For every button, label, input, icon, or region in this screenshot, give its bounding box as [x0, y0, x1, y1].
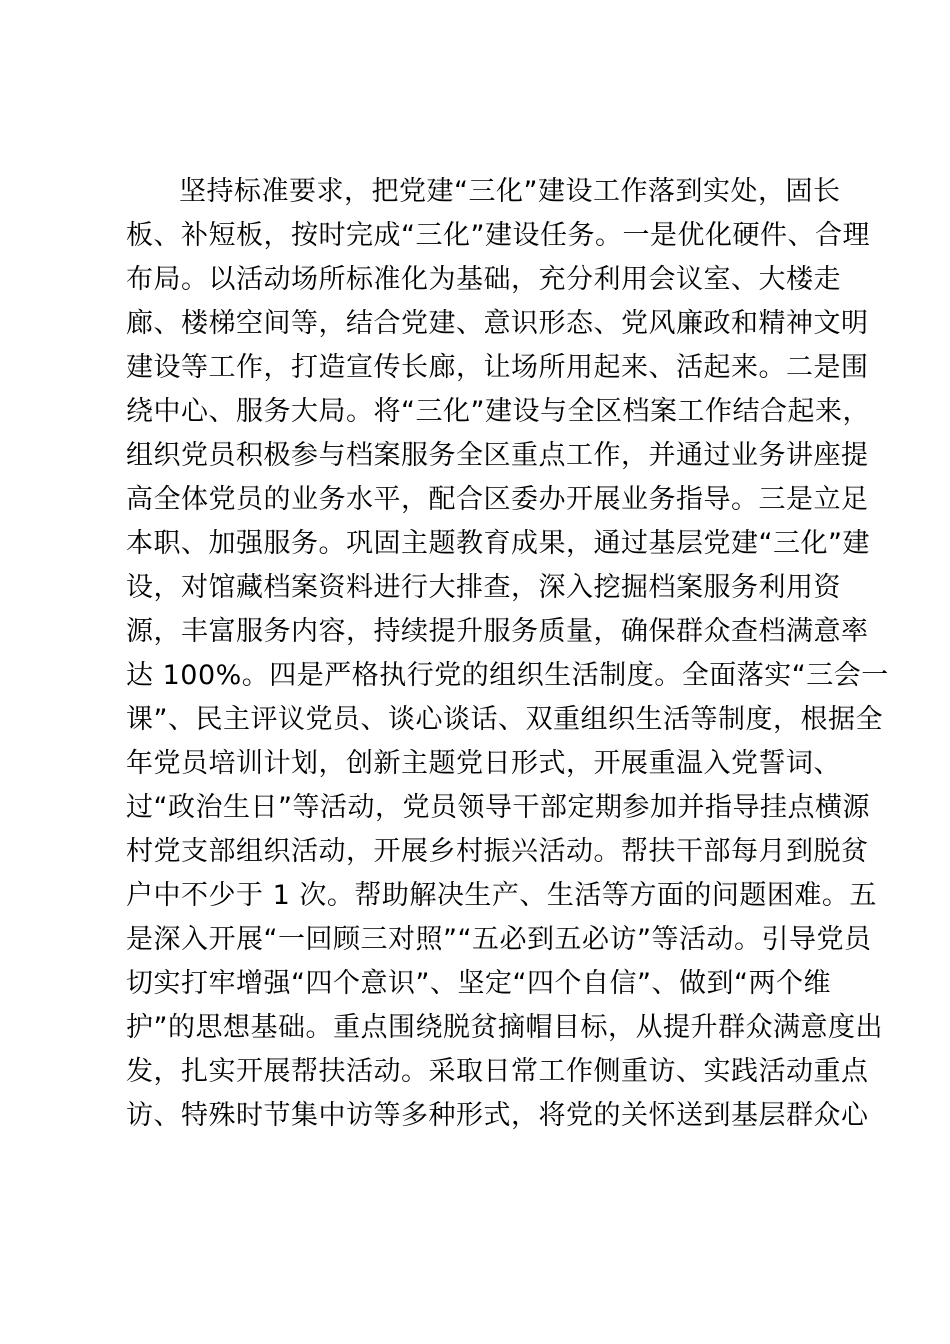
text-line: 护”的思想基础。重点围绕脱贫摘帽目标，从提升群众满意度出 — [126, 1012, 883, 1043]
text-line: 课”、民主评议党员、谈心谈话、双重组织生活等制度，根据全 — [126, 704, 883, 735]
text-line: 坚持标准要求，把党建“三化”建设工作落到实处，固长 — [179, 176, 841, 207]
text-line: 发，扎实开展帮扶活动。采取日常工作侧重访、实践活动重点 — [126, 1056, 869, 1087]
text-line: 村党支部组织活动，开展乡村振兴活动。帮扶干部每月到脱贫 — [126, 836, 869, 867]
text-line: 设，对馆藏档案资料进行大排查，深入挖掘档案服务利用资 — [126, 572, 841, 603]
text-line: 源，丰富服务内容，持续提升服务质量，确保群众查档满意率 — [126, 616, 869, 647]
text-line: 户中不少于 1 次。帮助解决生产、生活等方面的问题困难。五 — [126, 880, 877, 911]
text-line: 访、特殊时节集中访等多种形式，将党的关怀送到基层群众心 — [126, 1100, 869, 1131]
text-line: 绕中心、服务大局。将“三化”建设与全区档案工作结合起来， — [126, 396, 870, 427]
text-line: 廊、楼梯空间等，结合党建、意识形态、党风廉政和精神文明 — [126, 308, 869, 339]
text-line: 达 100%。四是严格执行党的组织生活制度。全面落实“三会一 — [126, 660, 889, 691]
text-line: 过“政治生日”等活动，党员领导干部定期参加并指导挂点横源 — [126, 792, 870, 823]
text-line: 布局。以活动场所标准化为基础，充分利用会议室、大楼走 — [126, 264, 841, 295]
text-line: 本职、加强服务。巩固主题教育成果，通过基层党建“三化”建 — [126, 528, 870, 559]
text-line: 年党员培训计划，创新主题党日形式，开展重温入党誓词、 — [126, 748, 841, 779]
text-line: 板、补短板，按时完成“三化”建设任务。一是优化硬件、合理 — [126, 220, 870, 251]
text-line: 建设等工作，打造宣传长廊，让场所用起来、活起来。二是围 — [126, 352, 869, 383]
text-line: 是深入开展“一回顾三对照”“五必到五必访”等活动。引导党员 — [126, 924, 872, 955]
text-line: 组织党员积极参与档案服务全区重点工作，并通过业务讲座提 — [126, 440, 869, 471]
text-line: 高全体党员的业务水平，配合区委办开展业务指导。三是立足 — [126, 484, 869, 515]
text-line: 切实打牢增强“四个意识”、坚定“四个自信”、做到“两个维 — [126, 968, 831, 999]
